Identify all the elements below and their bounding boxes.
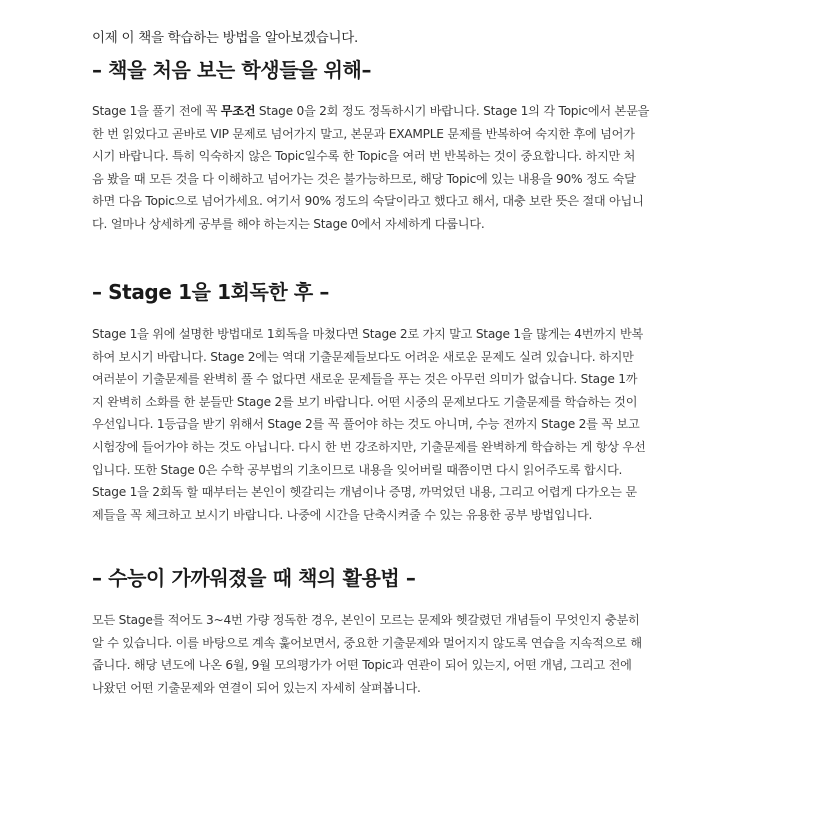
paragraph-line: 하여 보시기 바랍니다. Stage 2에는 역대 기출문제들보다도 어려운 새로운 문제도 실려 있습니다. 하지만	[92, 349, 634, 364]
section-paragraph	[92, 100, 692, 236]
section-after-first-read	[92, 278, 692, 526]
paragraph-line: 입니다. 또한 Stage 0은 수학 공부법의 기초이므로 내용을 잊어버릴 때쯤이면 다시 읽어주도록 합시다.	[92, 462, 623, 477]
intro-text: 이제 이 책을 학습하는 방법을 알아보겠습니다.	[92, 30, 359, 46]
line-text: Stage 0을 2회 정도 정독하시기 바랍니다. Stage 1의 각 Topic에서 본문을	[255, 104, 650, 118]
paragraph-line: 한 번 읽었다고 곧바로 VIP 문제로 넘어가지 말고, 본문과 EXAMPLE 문제를 반복하여 숙지한 후에 넘어가	[92, 126, 635, 141]
paragraph-line: Stage 1을 2회독 할 때부터는 본인이 헷갈리는 개념이나 증명, 까먹었던 내용, 그리고 어렵게 다가오는 문	[92, 485, 637, 500]
paragraph-line: 제들을 꼭 체크하고 보시기 바랍니다. 나중에 시간을 단축시켜줄 수 있는 유용한 공부 방법입니다.	[92, 507, 593, 522]
paragraph-line: 음 봤을 때 모든 것을 다 이해하고 넘어가는 것은 불가능하므로, 해당 Topic에 있는 내용을 90% 정도 숙달	[92, 171, 636, 186]
paragraph-line: 시기 바랍니다. 특히 익숙하지 않은 Topic일수록 한 Topic을 여러 번 반복하는 것이 중요합니다. 하지만 처	[92, 149, 636, 164]
paragraph-line: 나왔던 어떤 기출문제와 연결이 되어 있는지 자세히 살펴봅니다.	[92, 680, 421, 695]
section-heading: – 책을 처음 보는 학생들을 위해–	[92, 58, 372, 82]
paragraph-line: 하면 다음 Topic으로 넘어가세요. 여기서 90% 정도의 숙달이라고 했다고 해서, 대충 보란 뜻은 절대 아닙니	[92, 194, 644, 209]
paragraph-line: 모든 Stage를 적어도 3~4번 가량 정독한 경우, 본인이 모르는 문제와 헷갈렸던 개념들이 무엇인지 충분히	[92, 613, 640, 627]
paragraph-line	[92, 100, 692, 123]
paragraph-line: 줍니다. 해당 년도에 나온 6월, 9월 모의평가가 어떤 Topic과 연관이 되어 있는지, 어떤 개념, 그리고 전에	[92, 658, 632, 673]
paragraph-line: 지 완벽히 소화를 한 분들만 Stage 2를 보기 바랍니다. 어떤 시중의 문제보다도 기출문제를 학습하는 것이	[92, 394, 638, 409]
paragraph-line: Stage 1을 위에 설명한 방법대로 1회독을 마쳤다면 Stage 2로 가지 말고 Stage 1을 많게는 4번까지 반복	[92, 327, 644, 341]
emphasis-text: 무조건	[220, 104, 256, 118]
paragraph-line: 우선입니다. 1등급을 받기 위해서 Stage 2를 꼭 풀어야 하는 것도 아니며, 수능 전까지 Stage 2를 꼭 보고	[92, 417, 640, 432]
paragraph-line: 알 수 있습니다. 이를 바탕으로 계속 훑어보면서, 중요한 기출문제와 멀어지지 않도록 연습을 지속적으로 해	[92, 635, 642, 650]
section-heading: – Stage 1을 1회독한 후 –	[92, 280, 329, 304]
section-near-exam	[92, 564, 692, 699]
paragraph-line: 여러분이 기출문제를 완벽히 풀 수 없다면 새로운 문제들을 푸는 것은 아무런 의미가 없습니다. Stage 1까	[92, 372, 638, 387]
paragraph-line: 시험장에 들어가야 하는 것도 아닙니다. 다시 한 번 강조하지만, 기출문제를 완벽하게 학습하는 게 항상 우선	[92, 439, 646, 454]
section-paragraph	[92, 609, 692, 699]
section-heading: – 수능이 가까워졌을 때 책의 활용법 –	[92, 566, 416, 590]
section-paragraph	[92, 323, 692, 526]
paragraph-line: 다. 얼마나 상세하게 공부를 해야 하는지는 Stage 0에서 자세하게 다룹니다.	[92, 216, 485, 231]
section-first-time-students	[92, 56, 692, 236]
line-text: Stage 1을 풀기 전에 꼭	[92, 104, 221, 118]
